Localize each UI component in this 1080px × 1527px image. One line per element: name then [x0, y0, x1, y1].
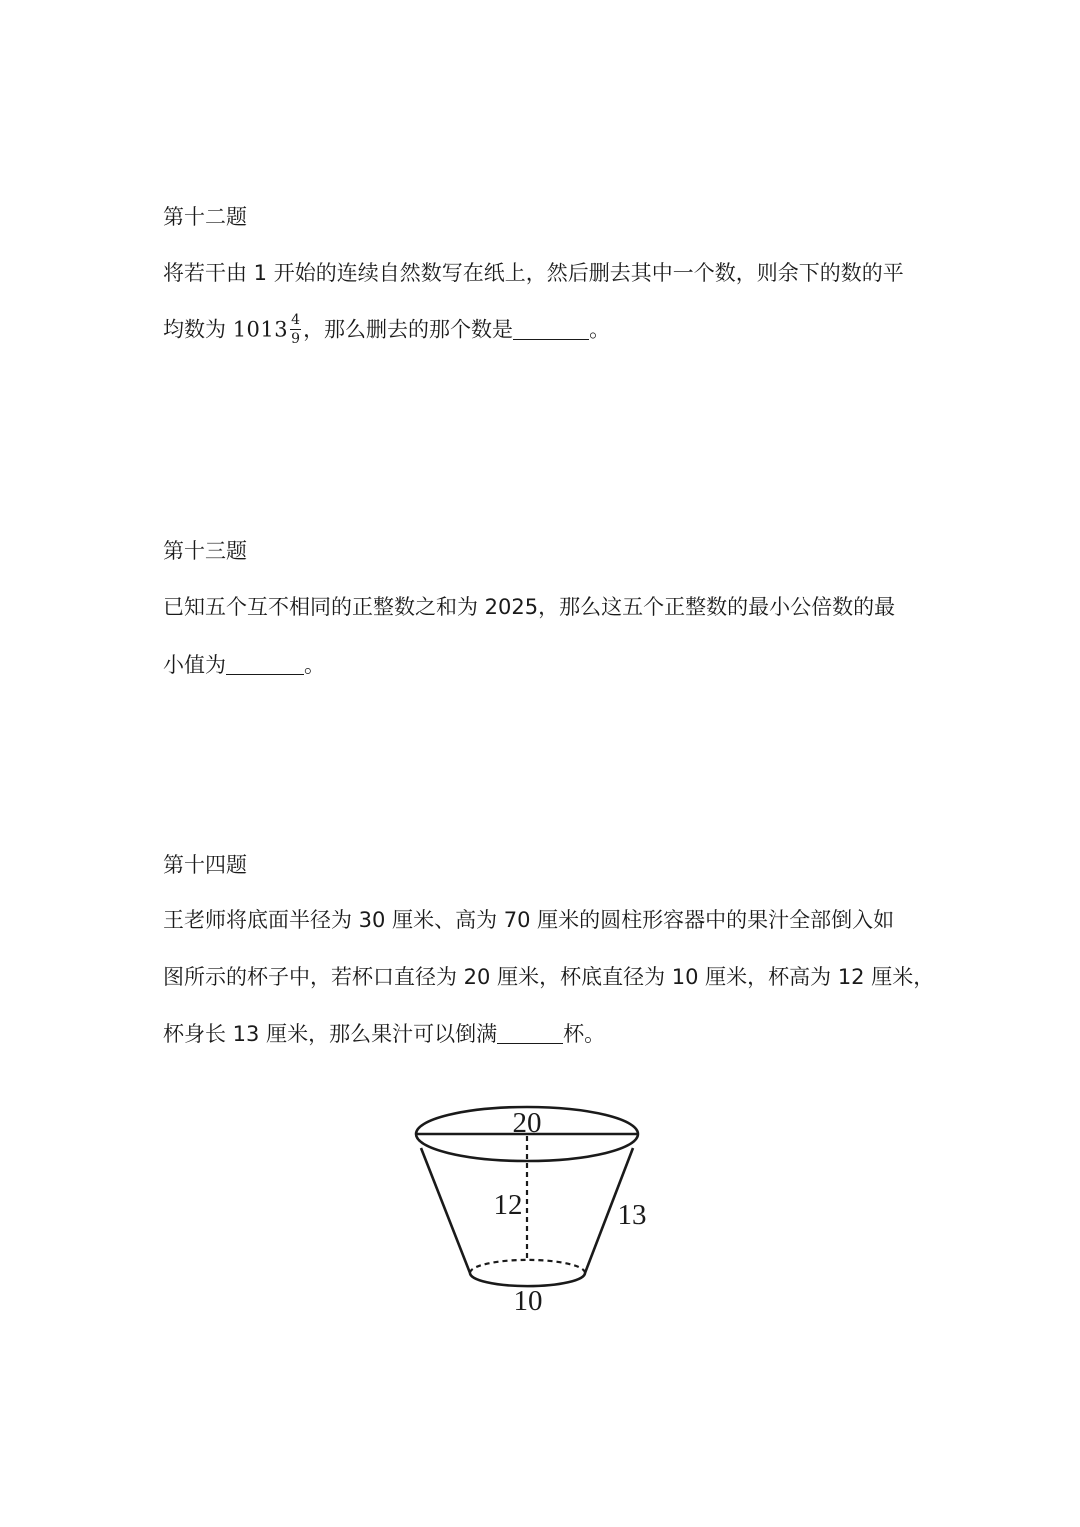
question-14-line-3-end: 杯。: [563, 1022, 606, 1046]
cup-left-side: [421, 1148, 470, 1273]
height-label: 12: [493, 1189, 523, 1221]
question-12-line-2: [163, 314, 610, 347]
question-12-line-1: 将若干由 1 开始的连续自然数写在纸上，然后删去其中一个数，则余下的数的平: [163, 261, 904, 285]
mixed-number-fraction: [290, 313, 301, 346]
cup-figure: [400, 1090, 690, 1320]
top-diameter-label: 20: [512, 1107, 542, 1139]
question-13-line-1: 已知五个互不相同的正整数之和为 2025，那么这五个正整数的最小公倍数的最: [163, 595, 896, 619]
cup-bottom-back: [470, 1260, 585, 1273]
question-12-line-2-suffix: ，那么删去的那个数是: [303, 317, 514, 342]
question-14-title: 第十四题: [163, 853, 247, 877]
question-12-line-2-prefix: 均数为: [163, 317, 226, 342]
answer-blank-13[interactable]: [226, 654, 304, 675]
question-13-line-2-end: 。: [304, 653, 325, 677]
question-13-title: 第十三题: [163, 539, 247, 563]
mixed-number-whole: 1013: [232, 317, 289, 342]
question-14-line-3: [163, 1023, 605, 1045]
question-13-line-2: [163, 654, 325, 676]
slant-label: 13: [617, 1199, 647, 1231]
question-12-title: 第十二题: [163, 205, 247, 229]
fraction-numerator: 4: [291, 312, 301, 328]
bottom-diameter-label: 10: [513, 1285, 543, 1317]
answer-blank-12[interactable]: [513, 319, 589, 340]
question-14-line-1: 王老师将底面半径为 30 厘米、高为 70 厘米的圆柱形容器中的果汁全部倒入如: [163, 908, 895, 932]
answer-blank-14[interactable]: [497, 1023, 563, 1044]
fraction-denominator: 9: [291, 331, 301, 347]
question-14-line-2: 图所示的杯子中，若杯口直径为 20 厘米，杯底直径为 10 厘米，杯高为 12 厘米，: [163, 965, 935, 989]
question-12-line-2-end: 。: [589, 317, 611, 342]
question-14-line-3-prefix: 杯身长 13 厘米，那么果汁可以倒满: [163, 1022, 498, 1046]
question-13-line-2-prefix: 小值为: [163, 653, 226, 677]
